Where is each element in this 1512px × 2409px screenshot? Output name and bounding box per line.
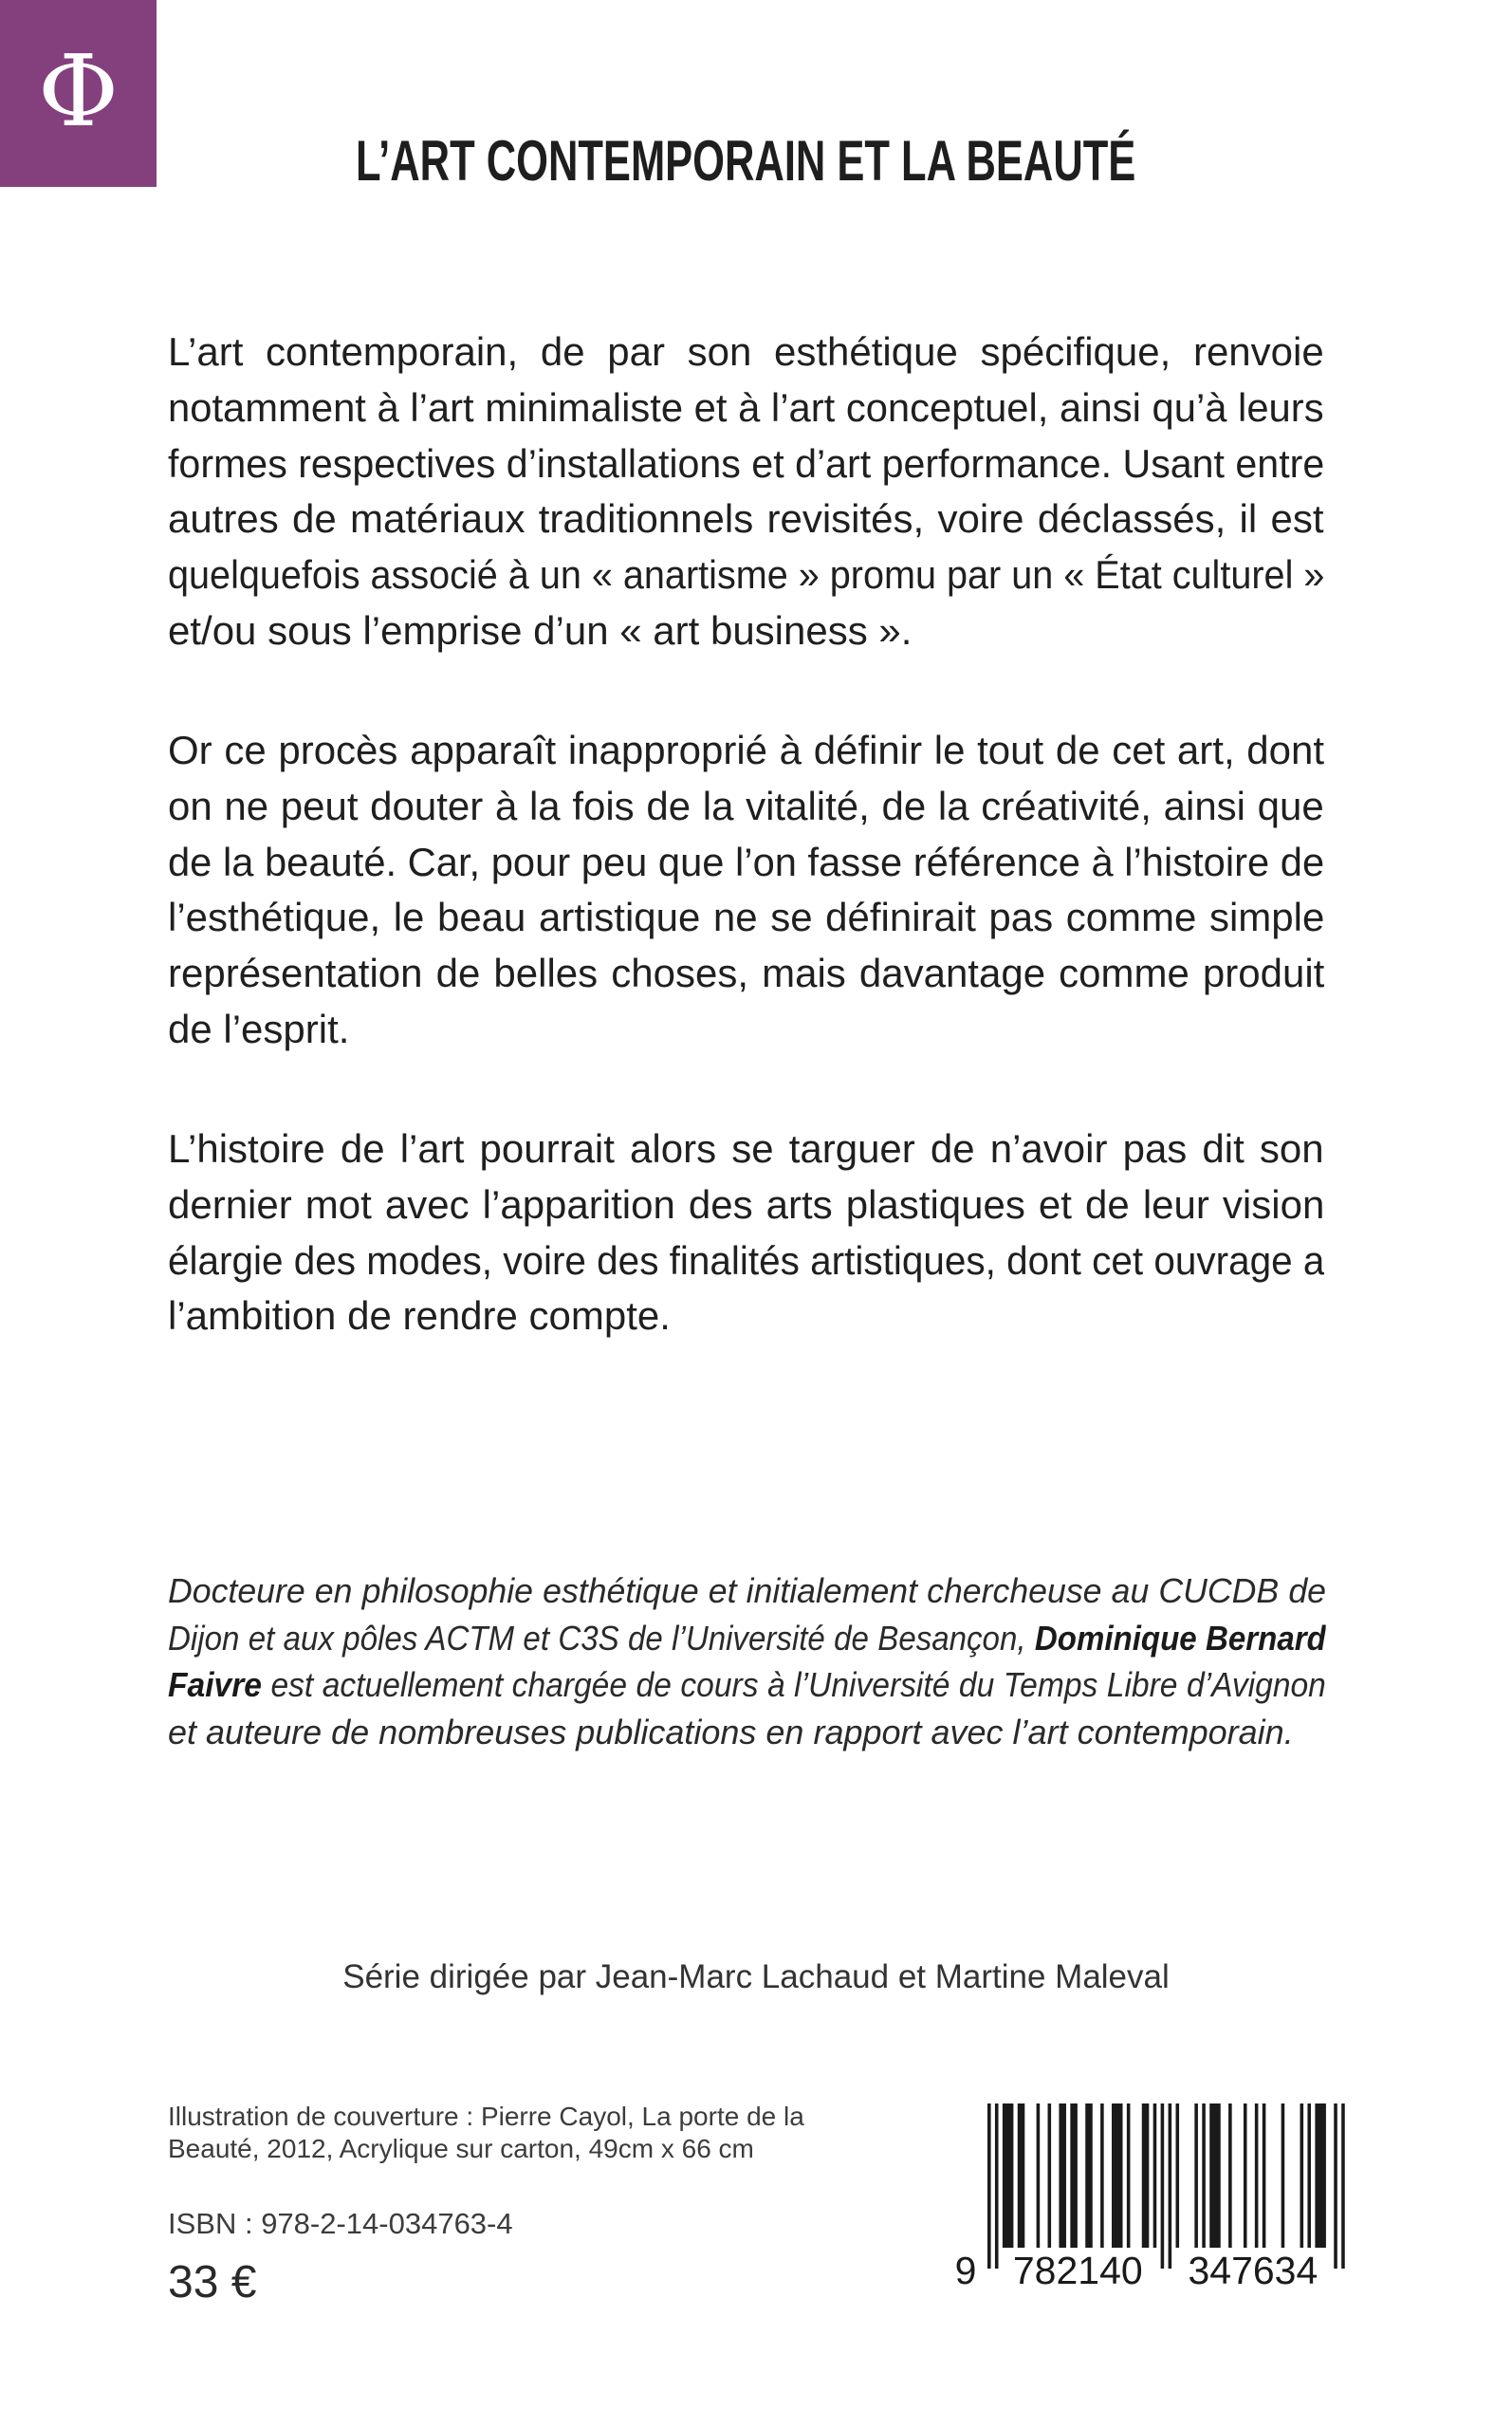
credit-line-2: Beauté, 2012, Acrylique sur carton, 49cm x 66 cm [168, 2134, 754, 2163]
blurb-line: autres de matériaux traditionnels revisités, voire déclassés, il est [168, 496, 1324, 542]
barcode-bar [1100, 2103, 1104, 2248]
bio-line [168, 1661, 1326, 1709]
isbn: ISBN : 978-2-14-034763-4 [168, 2207, 513, 2240]
blurb-line: l’ambition de rendre compte. [168, 1293, 671, 1339]
phi-logo-icon: Φ [37, 33, 120, 149]
barcode-bar [1307, 2103, 1311, 2248]
blurb-line: L’histoire de l’art pourrait alors se targuer de n’avoir pas dit son [168, 1126, 1324, 1171]
blurb-line: de la beauté. Car, pour peu que l’on fasse référence à l’histoire de [168, 839, 1324, 884]
barcode-digit-first: 9 [954, 2249, 977, 2292]
author-bio [168, 1567, 1324, 1755]
barcode-bar [1255, 2103, 1259, 2248]
blurb-paragraph-2 [168, 723, 1324, 1058]
barcode-bar [1037, 2103, 1041, 2248]
barcode-bar [1085, 2103, 1093, 2248]
barcode-guard-bar [1161, 2103, 1165, 2269]
blurb-line: et/ou sous l’emprise d’un « art business ». [168, 607, 913, 653]
blurb-line: dernier mot avec l’apparition des arts plastiques et de leur vision [168, 1181, 1324, 1227]
barcode-bar [1228, 2103, 1232, 2248]
author-surname: Faivre [168, 1665, 262, 1704]
barcode-bar [1282, 2103, 1285, 2248]
bio-text: est actuellement chargée de cours à l’Université du Temps Libre d’Avignon [261, 1665, 1326, 1704]
barcode-bar [1003, 2103, 1014, 2248]
isbn-barcode [949, 2097, 1356, 2296]
credit-line-1: Illustration de couverture : Pierre Cayol, La porte de la [168, 2102, 804, 2131]
barcode-digits-left: 782140 [1012, 2249, 1143, 2292]
blurb-line: représentation de belles choses, mais davantage comme produit [168, 951, 1324, 996]
barcode-bar [1194, 2103, 1198, 2248]
blurb-line: de l’esprit. [168, 1006, 350, 1051]
book-title-container [356, 129, 1136, 193]
blurb-line: quelquefois associé à un « anartisme » promu par un « État culturel » [168, 552, 1324, 598]
barcode-bar [1176, 2103, 1180, 2248]
bio-line [168, 1615, 1326, 1662]
barcode-digits-right: 347634 [1188, 2249, 1318, 2292]
barcode-bar [1142, 2103, 1150, 2248]
cover-illustration-credit [168, 2101, 889, 2165]
barcode-bar [1202, 2103, 1206, 2248]
blurb-line: élargie des modes, voire des finalités artistiques, dont cet ouvrage a [168, 1237, 1324, 1283]
barcode-bar [1209, 2103, 1221, 2248]
barcode-bar [1263, 2103, 1266, 2248]
barcode-bar [1315, 2103, 1326, 2248]
barcode-bar [1244, 2103, 1247, 2248]
price: 33 € [168, 2257, 257, 2307]
blurb-paragraph-1 [168, 324, 1324, 659]
bio-line [168, 1709, 1324, 1756]
barcode-bar [1048, 2103, 1052, 2248]
barcode-bar [1018, 2103, 1025, 2248]
barcode-bar [1300, 2103, 1304, 2248]
blurb-line: on ne peut douter à la fois de la vitalité, de la créativité, ainsi que [168, 783, 1324, 828]
barcode-bar [1127, 2103, 1131, 2248]
barcode-guard-bar [1169, 2103, 1172, 2269]
author-name: Dominique Bernard [1034, 1618, 1326, 1658]
blurb-paragraph-3 [168, 1121, 1324, 1344]
blurb-line: Or ce procès apparaît inapproprié à définir le tout de cet art, dont [168, 728, 1324, 772]
publisher-logo [0, 0, 157, 187]
barcode-guard-bar [1341, 2103, 1345, 2269]
blurb-line: L’art contemporain, de par son esthétique spécifique, renvoie [168, 329, 1324, 374]
barcode-guard-bar [987, 2103, 991, 2269]
barcode-bar [1112, 2103, 1123, 2248]
bio-line [168, 1567, 1326, 1615]
bio-text: Dijon et aux pôles ACTM et C3S de l’Université de Besançon, [168, 1618, 1035, 1658]
barcode-bar [1070, 2103, 1078, 2248]
book-title: L’ART CONTEMPORAIN ET LA BEAUTÉ [356, 129, 1136, 193]
blurb-line: l’esthétique, le beau artistique ne se définirait pas comme simple [168, 895, 1324, 940]
barcode-bar [1059, 2103, 1066, 2248]
blurb-line: notamment à l’art minimaliste et à l’art conceptuel, ainsi qu’à leurs [168, 384, 1324, 430]
blurb-line: formes respectives d’installations et d’art performance. Usant entre [168, 440, 1324, 486]
barcode-guard-bar [995, 2103, 999, 2269]
bio-text: Docteure en philosophie esthétique et initialement chercheuse au CUCDB de [168, 1571, 1326, 1610]
bio-text: et auteure de nombreuses publications en rapport avec l’art contemporain. [168, 1712, 1294, 1751]
series-editors: Série dirigée par Jean-Marc Lachaud et Martine Maleval [342, 1958, 1170, 1995]
barcode-bar [1153, 2103, 1157, 2248]
barcode-guard-bar [1334, 2103, 1337, 2269]
